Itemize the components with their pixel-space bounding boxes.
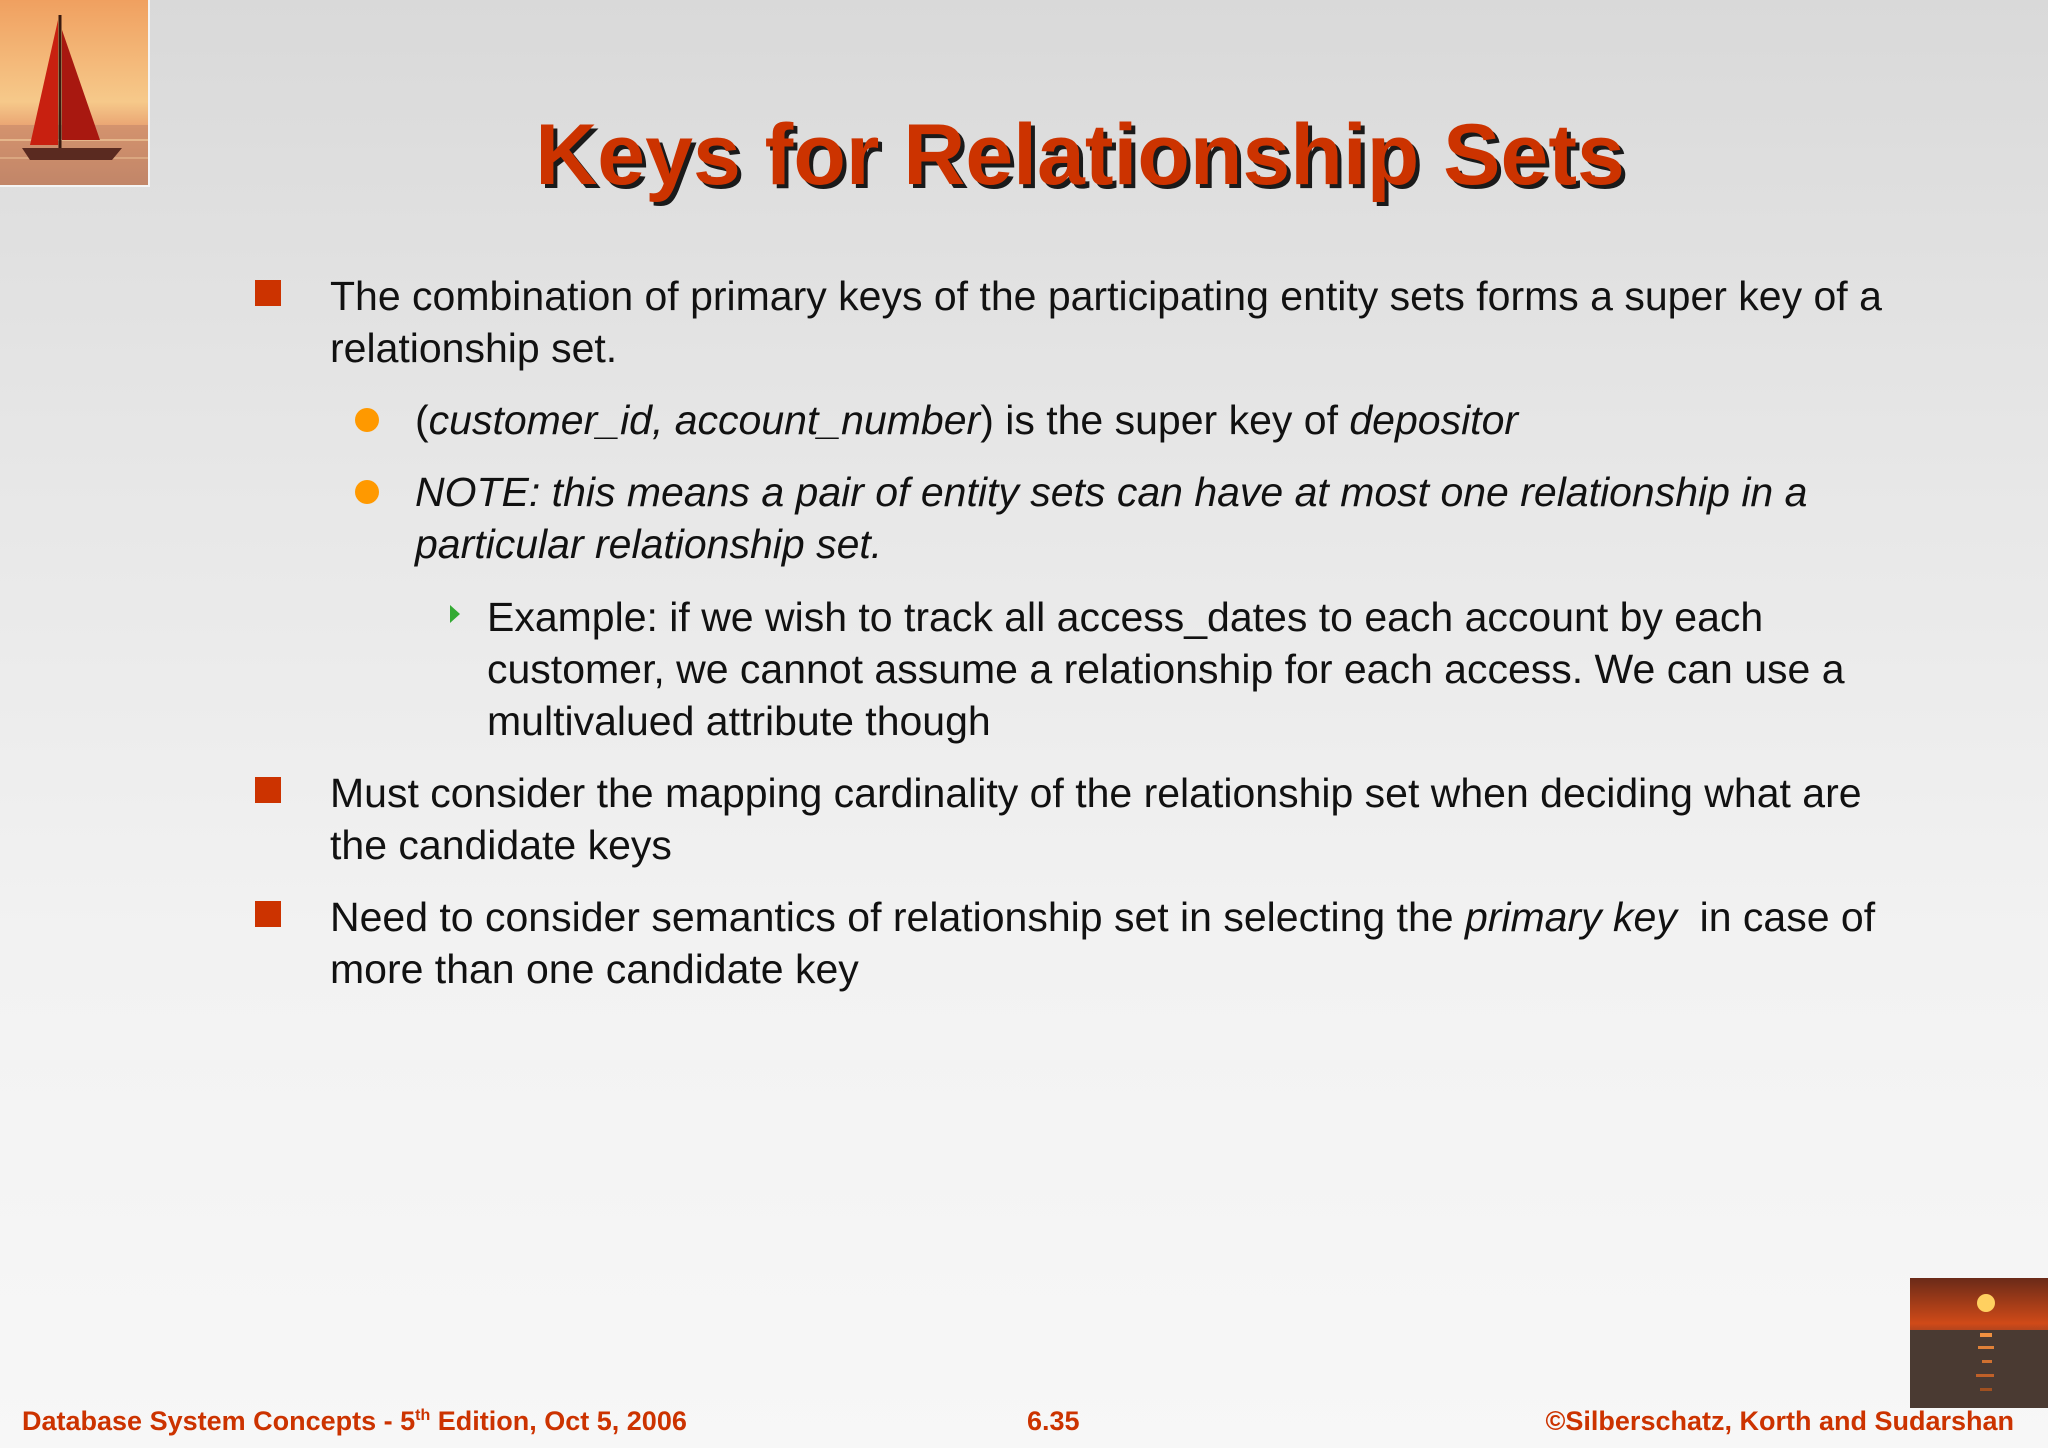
- sunset-image: [1910, 1278, 2048, 1408]
- bullet-text-italic: customer_id, account_number: [428, 397, 981, 443]
- slide-title: Keys for Relationship Sets: [535, 106, 1625, 203]
- bullet-text: [330, 891, 1920, 995]
- circle-bullet-icon: [355, 480, 379, 504]
- bullet-text: Must consider the mapping cardinality of the relationship set when deciding what are the candidate keys: [330, 770, 1862, 868]
- footer-left-text: Database System Concepts - 5: [22, 1406, 416, 1436]
- bullet-text: [415, 394, 1935, 446]
- square-bullet-icon: [255, 777, 281, 803]
- footer-left-suffix: Edition, Oct 5, 2006: [430, 1406, 687, 1436]
- bullet-text-italic: depositor: [1349, 397, 1519, 443]
- bullet-text-part: ) is the super key of: [980, 397, 1350, 443]
- square-bullet-icon: [255, 901, 281, 927]
- bullet-text: The combination of primary keys of the participating entity sets forms a super key of a relationship set.: [330, 273, 1882, 371]
- bullet-text-part: (: [415, 397, 429, 443]
- bullet-text-italic: primary key: [1464, 894, 1677, 940]
- triangle-bullet-icon: [450, 605, 460, 623]
- page-number: 6.35: [1027, 1406, 1080, 1436]
- footer-copyright: ©Silberschatz, Korth and Sudarshan: [1545, 1406, 2014, 1436]
- square-bullet-icon: [255, 280, 281, 306]
- bullet-text-part: Need to consider semantics of relationship set in selecting the: [330, 894, 1465, 940]
- bullet-text-part: in case of more than one candidate key: [330, 894, 1887, 992]
- sailboat-image: [0, 0, 150, 187]
- footer-superscript: th: [415, 1407, 431, 1424]
- bullet-text: Example: if we wish to track all access_dates to each account by each customer, we cannot assume a relationship for each access. We can use a multivalued attribute though: [487, 594, 1845, 744]
- circle-bullet-icon: [355, 408, 379, 432]
- footer-left: [22, 1406, 687, 1437]
- bullet-text: NOTE: this means a pair of entity sets can have at most one relationship in a particular relationship set.: [415, 469, 1808, 567]
